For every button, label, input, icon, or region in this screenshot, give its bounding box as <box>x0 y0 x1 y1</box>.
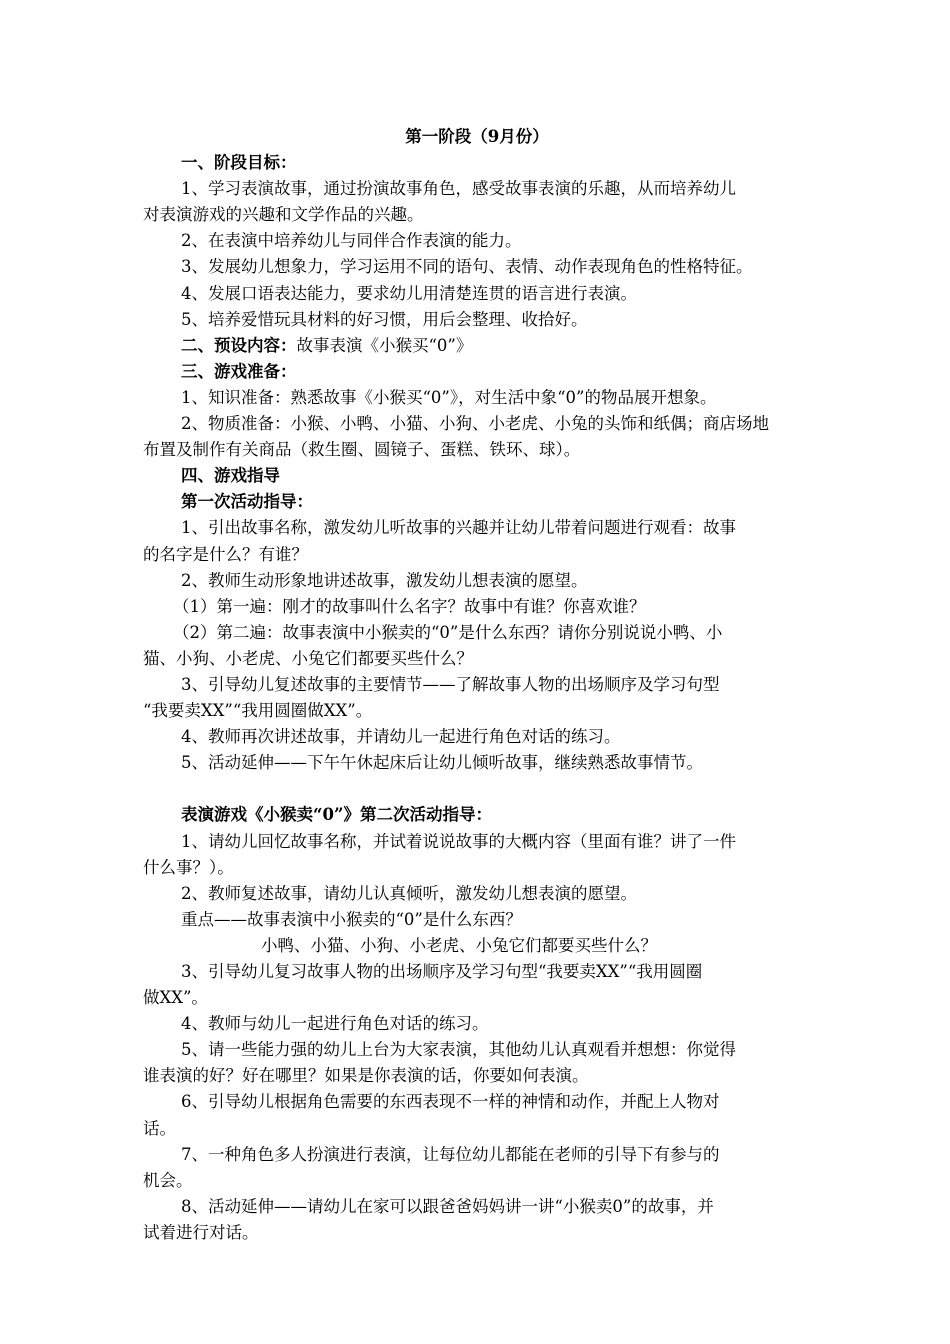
paragraph-continuation: 机会。 <box>143 1170 193 1190</box>
paragraph: 5、请一些能力强的幼儿上台为大家表演，其他幼儿认真观看并想想：你觉得 <box>181 1040 736 1060</box>
paragraph: 2、教师复述故事，请幼儿认真倾听，激发幼儿想表演的愿望。 <box>181 883 637 903</box>
paragraph-continuation: 布置及制作有关商品（救生圈、圆镜子、蛋糕、铁环、球）。 <box>143 440 581 460</box>
subheading-first-activity: 第一次活动指导： <box>181 492 313 512</box>
content-text: 故事表演《小猴买“0”》 <box>296 335 473 355</box>
section-heading-prep: 三、游戏准备： <box>181 361 297 381</box>
page-title: 第一阶段（9月份） <box>405 127 549 146</box>
section-heading-guide: 四、游戏指导 <box>181 466 280 486</box>
blank-line <box>143 776 811 802</box>
paragraph: 重点——故事表演中小猴卖的“0”是什么东西？ <box>181 909 522 929</box>
paragraph: 2、教师生动形象地讲述故事，激发幼儿想表演的愿望。 <box>181 570 588 590</box>
paragraph-continuation: 猫、小狗、小老虎、小兔它们都要买些什么？ <box>143 648 473 668</box>
paragraph: 1、学习表演故事，通过扮演故事角色，感受故事表演的乐趣，从而培养幼儿 <box>181 179 736 199</box>
paragraph: （2）第二遍：故事表演中小猴卖的“0”是什么东西？请你分别说说小鸭、小 <box>173 622 723 642</box>
subheading-second-activity: 表演游戏《小猴卖“0”》第二次活动指导： <box>181 805 492 825</box>
paragraph: 小鸭、小猫、小狗、小老虎、小兔它们都要买些什么？ <box>261 935 657 955</box>
paragraph: 3、引导幼儿复习故事人物的出场顺序及学习句型“我要卖XX”“我用圆圈 <box>181 962 703 981</box>
paragraph-continuation: 话。 <box>143 1118 176 1138</box>
paragraph: 3、发展幼儿想象力，学习运用不同的语句、表情、动作表现角色的性格特征。 <box>181 257 753 277</box>
paragraph-continuation: 做XX”。 <box>143 988 208 1008</box>
paragraph: （1）第一遍：刚才的故事叫什么名字？故事中有谁？你喜欢谁？ <box>173 596 646 616</box>
paragraph-continuation: 的名字是什么？有谁？ <box>143 544 308 564</box>
paragraph: 2、在表演中培养幼儿与同伴合作表演的能力。 <box>181 231 522 251</box>
section-heading-goals: 一、阶段目标： <box>181 153 297 173</box>
paragraph: 6、引导幼儿根据角色需要的东西表现不一样的神情和动作，并配上人物对 <box>181 1092 720 1112</box>
paragraph-continuation: 什么事？）。 <box>143 857 234 877</box>
paragraph: 1、引出故事名称，激发幼儿听故事的兴趣并让幼儿带着问题进行观看：故事 <box>181 518 736 538</box>
paragraph: 7、一种角色多人扮演进行表演，让每位幼儿都能在老师的引导下有参与的 <box>181 1144 720 1164</box>
paragraph-continuation: 对表演游戏的兴趣和文学作品的兴趣。 <box>143 205 424 225</box>
paragraph-continuation: “我要卖XX”“我用圆圈做XX”。 <box>143 701 373 721</box>
paragraph: 3、引导幼儿复述故事的主要情节——了解故事人物的出场顺序及学习句型 <box>181 674 720 694</box>
paragraph: 1、知识准备：熟悉故事《小猴买“0”》，对生活中象“0”的物品展开想象。 <box>181 387 717 407</box>
paragraph: 4、发展口语表达能力，要求幼儿用清楚连贯的语言进行表演。 <box>181 283 637 303</box>
section-heading-content: 二、预设内容： <box>181 335 297 355</box>
paragraph: 5、活动延伸——下午午休起床后让幼儿倾听故事，继续熟悉故事情节。 <box>181 753 703 773</box>
paragraph: 4、教师再次讲述故事，并请幼儿一起进行角色对话的练习。 <box>181 727 621 747</box>
paragraph: 5、培养爱惜玩具材料的好习惯，用后会整理、收拾好。 <box>181 309 588 329</box>
content-line <box>143 333 811 359</box>
paragraph: 4、教师与幼儿一起进行角色对话的练习。 <box>181 1014 489 1034</box>
document-page <box>143 124 811 1246</box>
paragraph: 2、物质准备：小猴、小鸭、小猫、小狗、小老虎、小兔的头饰和纸偶；商店场地 <box>181 414 769 434</box>
paragraph: 1、请幼儿回忆故事名称，并试着说说故事的大概内容（里面有谁？讲了一件 <box>181 831 736 851</box>
paragraph-continuation: 试着进行对话。 <box>143 1222 259 1242</box>
paragraph: 8、活动延伸——请幼儿在家可以跟爸爸妈妈讲一讲“小猴卖0”的故事，并 <box>181 1196 714 1216</box>
paragraph-continuation: 谁表演的好？好在哪里？如果是你表演的话，你要如何表演。 <box>143 1066 589 1086</box>
